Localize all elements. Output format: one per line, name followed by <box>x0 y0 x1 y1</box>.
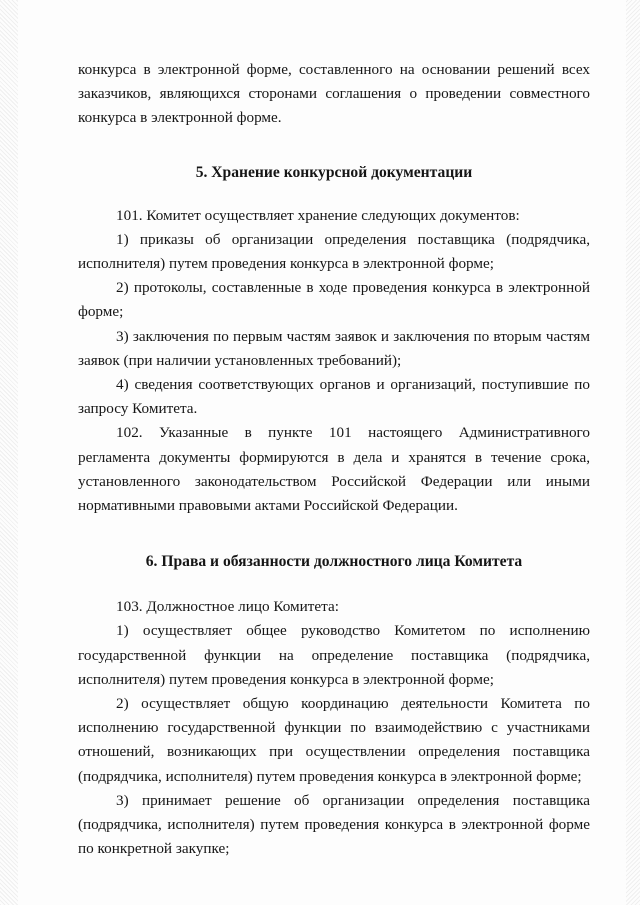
paragraph-intro: конкурса в электронной форме, составленного на основании решений всех заказчиков, являющихся сторонами соглашения о проведении совместного конкурса в электронной форме. <box>78 61 590 127</box>
section-5-heading: 5. Хранение конкурсной документации <box>195 163 473 181</box>
list-item-101-3: 3) заключения по первым частям заявок и заключения по вторым частям заявок (при наличии установленных требований); <box>78 327 590 369</box>
list-item-103-1: 1) осуществляет общее руководство Комитетом по исполнению государственной функции на определение поставщика (подрядчика, исполнителя) путем проведения конкурса в электронной форме; <box>78 622 590 688</box>
list-item-101-4: 4) сведения соответствующих органов и организаций, поступившие по запросу Комитета. <box>78 376 590 418</box>
document-body <box>78 58 590 861</box>
list-item-101-2: 2) протоколы, составленные в ходе проведения конкурса в электронной форме; <box>78 279 590 321</box>
paragraph-103: 103. Должностное лицо Комитета: <box>116 598 339 616</box>
list-item-103-2: 2) осуществляет общую координацию деятельности Комитета по исполнению государственной функции по взаимодействию с участниками отношений, возникающих при осуществлении определения поставщика (подрядчика, исполнителя) путем проведения конкурса в электронной форме; <box>78 695 590 785</box>
paragraph-102: 102. Указанные в пункте 101 настоящего Административного регламента документы формируются в дела и хранятся в течение срока, установленного законодательством Российской Федерации или иными нормативными правовыми актами Российской Федерации. <box>78 424 590 515</box>
section-6-heading: 6. Права и обязанности должностного лица Комитета <box>145 553 523 571</box>
paragraph-101: 101. Комитет осуществляет хранение следующих документов: <box>116 206 520 224</box>
list-item-103-3: 3) принимает решение об организации определения поставщика (подрядчика, исполнителя) путем проведения конкурса в электронной форме по конкретной закупке; <box>78 791 590 858</box>
list-item-101-1: 1) приказы об организации определения поставщика (подрядчика, исполнителя) путем проведения конкурса в электронной форме; <box>78 230 590 273</box>
